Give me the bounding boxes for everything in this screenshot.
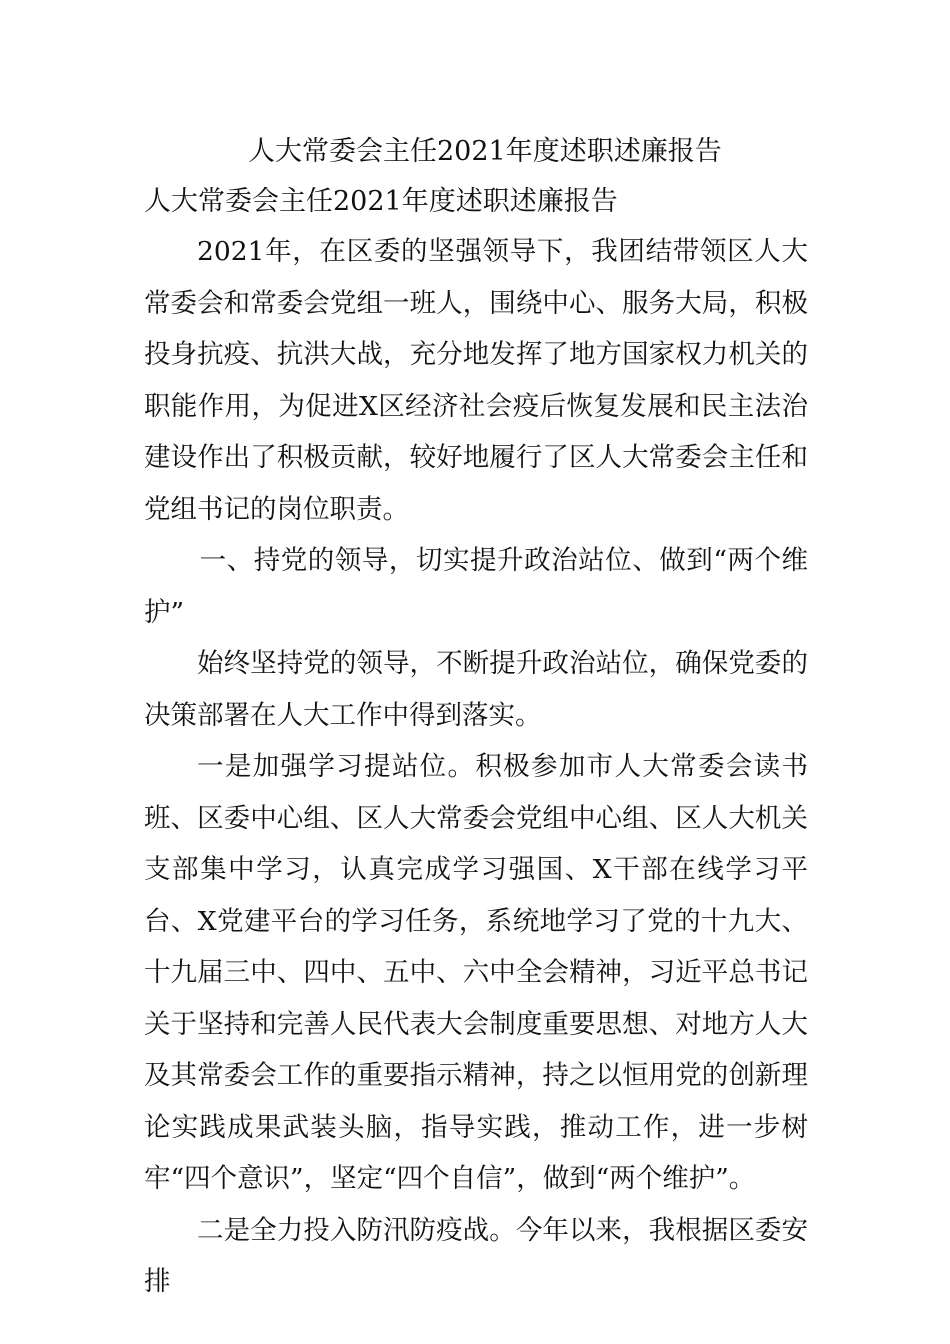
document-body — [144, 226, 808, 1308]
paragraph-section-1-summary: 始终坚持党的领导，不断提升政治站位，确保党委的决策部署在人大工作中得到落实。 — [144, 648, 808, 731]
paragraph-study: 一是加强学习提站位。积极参加市人大常委会读书班、区委中心组、区人大常委会党组中心组、区人大机关支部集中学习，认真完成学习强国、X干部在线学习平台、X党建平台的学习任务，系统地学习了党的十九大、十九届三中、四中、五中、六中全会精神，习近平总书记关于坚持和完善人民代表大会制度重要思想、对地方人大及其常委会工作的重要指示精神，持之以恒用党的创新理论实践成果武装头脑，指导实践，推动工作，进一步树牢“四个意识”，坚定“四个自信”，做到“两个维护”。 — [144, 751, 808, 1194]
document-title: 人大常委会主任2021年度述职述廉报告 — [248, 136, 722, 167]
paragraph-intro: 2021年，在区委的坚强领导下，我团结带领区人大常委会和常委会党组一班人，围绕中心、服务大局，积极投身抗疫、抗洪大战，充分地发挥了地方国家权力机关的职能作用，为促进X区经济社会疫后恢复发展和民主法治建设作出了积极贡献，较好地履行了区人大常委会主任和党组书记的岗位职责。 — [144, 236, 808, 525]
paragraph-flood-epidemic: 二是全力投入防汛防疫战。今年以来，我根据区委安排 — [144, 1214, 808, 1297]
document-subtitle: 人大常委会主任2021年度述职述廉报告 — [144, 186, 618, 217]
section-heading-1: 一、持党的领导，切实提升政治站位、做到“两个维护” — [144, 545, 808, 628]
